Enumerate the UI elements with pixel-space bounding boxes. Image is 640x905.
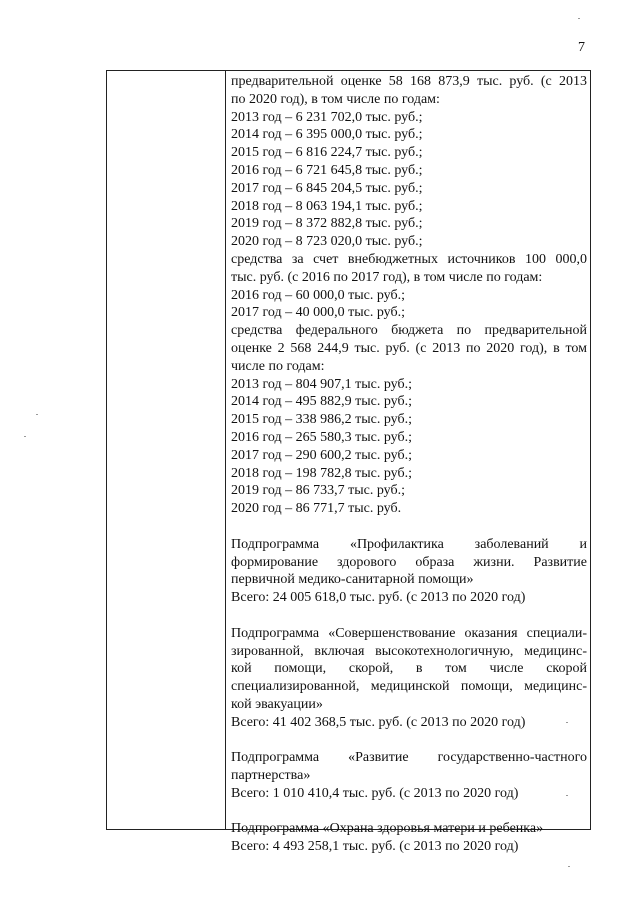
program-table	[106, 70, 591, 855]
text-line: числе по годам:	[231, 358, 325, 374]
funding-content	[231, 73, 587, 856]
text-line: средства федерального бюджета по предварительной	[231, 323, 587, 339]
subprogram-total: Всего: 4 493 258,1 тыс. руб. (с 2013 по 2020 год)	[231, 839, 519, 855]
subprogram-title: кой эвакуации»	[231, 696, 323, 712]
subprogram-total: Всего: 24 005 618,0 тыс. руб. (с 2013 по 2020 год)	[231, 590, 526, 606]
scan-speck	[24, 436, 26, 437]
year-line: 2016 год – 6 721 645,8 тыс. руб.;	[231, 162, 423, 178]
year-line: 2017 год – 290 600,2 тыс. руб.;	[231, 447, 412, 463]
scan-speck	[36, 414, 38, 415]
scan-speck	[568, 866, 570, 867]
year-line: 2013 год – 6 231 702,0 тыс. руб.;	[231, 109, 423, 125]
text-line: тыс. руб. (с 2016 по 2017 год), в том числе по годам:	[231, 269, 543, 285]
subprogram-title: Подпрограмма «Развитие государственно-частного	[231, 750, 587, 766]
year-line: 2020 год – 86 771,7 тыс. руб.	[231, 501, 402, 517]
year-line: 2020 год – 8 723 020,0 тыс. руб.;	[231, 234, 423, 250]
page-number: 7	[578, 40, 585, 55]
subprogram-title: Подпрограмма «Совершенствование оказания специали-	[231, 625, 587, 641]
year-line: 2018 год – 8 063 194,1 тыс. руб.;	[231, 198, 423, 214]
year-line: 2016 год – 265 580,3 тыс. руб.;	[231, 429, 412, 445]
scan-speck	[566, 795, 568, 796]
year-line: 2018 год – 198 782,8 тыс. руб.;	[231, 465, 412, 481]
year-line: 2014 год – 495 882,9 тыс. руб.;	[231, 394, 412, 410]
subprogram-title: зированной, включая высокотехнологичную, медицинс-	[231, 643, 587, 659]
subprogram-title: формирование здорового образа жизни. Развитие	[231, 554, 587, 570]
year-line: 2013 год – 804 907,1 тыс. руб.;	[231, 376, 412, 392]
subprogram-title: Подпрограмма «Профилактика заболеваний и	[231, 536, 587, 552]
text-line: предварительной оценке 58 168 873,9 тыс. руб. (с 2013	[231, 74, 587, 89]
scan-speck	[578, 18, 580, 19]
year-line: 2017 год – 40 000,0 тыс. руб.;	[231, 305, 405, 321]
text-line: средства за счет внебюджетных источников 100 000,0	[231, 251, 587, 267]
year-line: 2017 год – 6 845 204,5 тыс. руб.;	[231, 180, 423, 196]
year-line: 2019 год – 8 372 882,8 тыс. руб.;	[231, 216, 423, 232]
scan-speck	[566, 722, 568, 723]
subprogram-total: Всего: 1 010 410,4 тыс. руб. (с 2013 по 2020 год)	[231, 785, 519, 801]
subprogram-title: специализированной, медицинской помощи, медицинс-	[231, 679, 587, 695]
column-divider	[225, 71, 226, 829]
year-line: 2015 год – 6 816 224,7 тыс. руб.;	[231, 145, 423, 161]
subprogram-title: первичной медико-санитарной помощи»	[231, 572, 474, 588]
subprogram-title: кой помощи, скорой, в том числе скорой	[231, 661, 587, 677]
year-line: 2014 год – 6 395 000,0 тыс. руб.;	[231, 127, 423, 143]
year-line: 2019 год – 86 733,7 тыс. руб.;	[231, 483, 405, 499]
subprogram-title: Подпрограмма «Охрана здоровья матери и ребенка»	[231, 821, 544, 837]
year-line: 2015 год – 338 986,2 тыс. руб.;	[231, 412, 412, 428]
subprogram-total: Всего: 41 402 368,5 тыс. руб. (с 2013 по 2020 год)	[231, 714, 526, 730]
subprogram-title: партнерства»	[231, 768, 311, 784]
year-line: 2016 год – 60 000,0 тыс. руб.;	[231, 287, 405, 303]
text-line: по 2020 год), в том числе по годам:	[231, 91, 440, 107]
text-line: оценке 2 568 244,9 тыс. руб. (с 2013 по 2020 год), в том	[231, 340, 587, 356]
